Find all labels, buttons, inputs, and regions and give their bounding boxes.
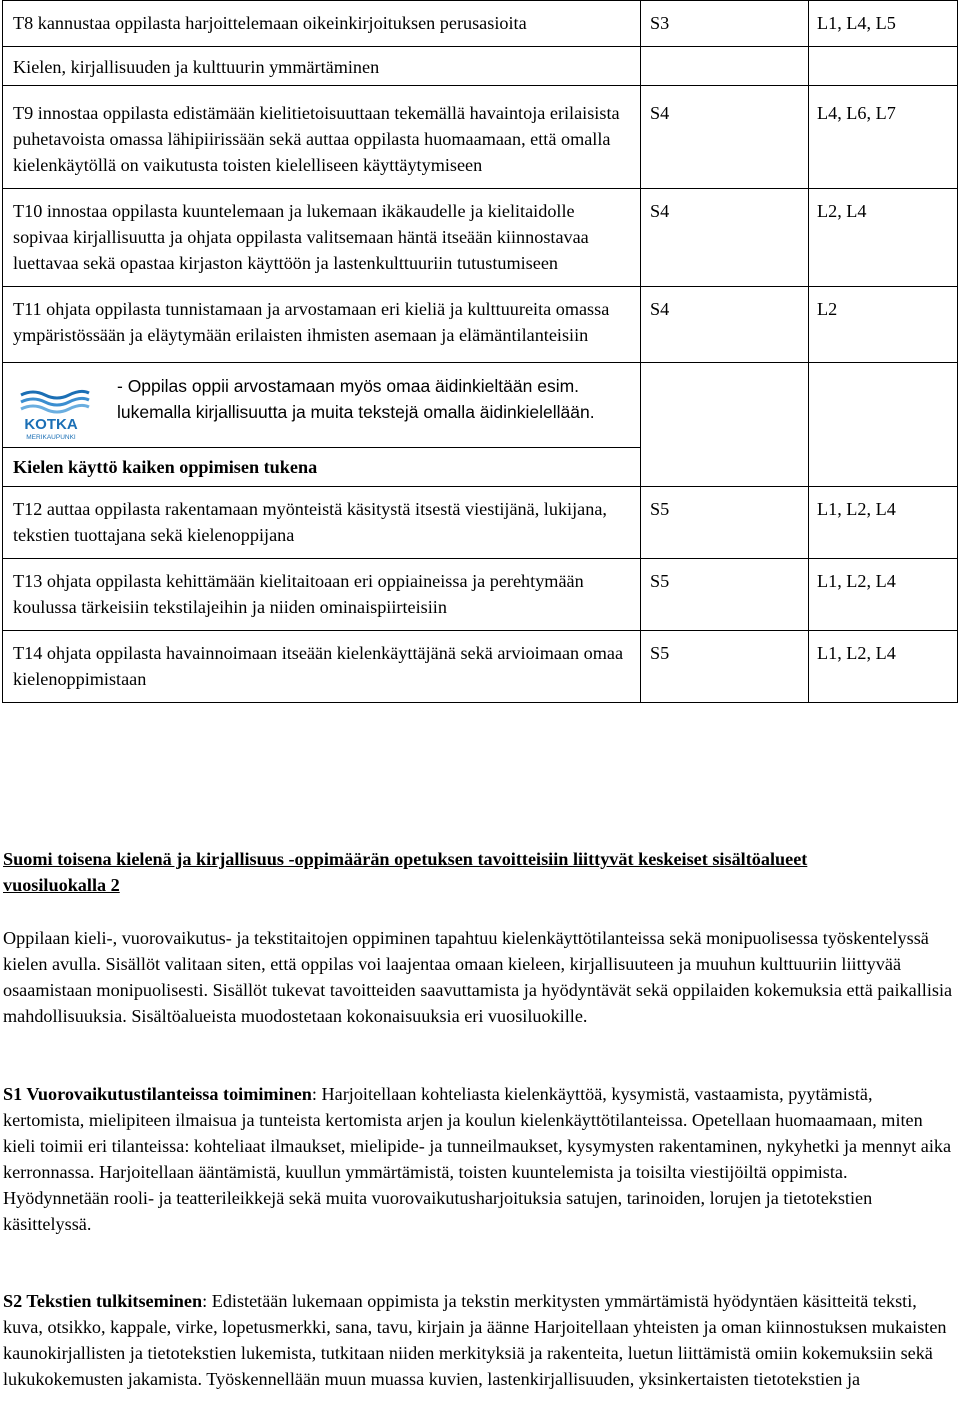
competence-codes: L1, L2, L4 (809, 559, 958, 631)
goal-text: T8 kannustaa oppilasta harjoittelemaan oikeinkirjoituksen perusasioita (3, 1, 641, 47)
competence-codes: L2 (809, 287, 958, 363)
goal-text: T14 ohjata oppilasta havainnoimaan itseään kielenkäyttäjänä sekä arvioimaan omaa kielenoppimistaan (3, 631, 641, 703)
goals-table (2, 0, 958, 703)
goal-text: T9 innostaa oppilasta edistämään kielitietoisuuttaan tekemällä havaintoja erilaisista puhetavoista omassa lähipiirissään sekä auttaa oppilasta huomaamaan, että omalla kielenkäytöllä on vaikutusta toisten kielelliseen käyttäytymiseen (3, 86, 641, 189)
content-area-code: S4 (641, 189, 809, 287)
content-areas-heading: Suomi toisena kielenä ja kirjallisuus -oppimäärän opetuksen tavoitteisiin liittyvät keskeiset sisältöalueet vuosiluokalla 2 (3, 849, 808, 895)
table-row (3, 47, 958, 86)
competence-codes: L4, L6, L7 (809, 86, 958, 189)
section-heading: Kielen, kirjallisuuden ja kulttuurin ymmärtäminen (3, 47, 641, 86)
s2-title: S2 Tekstien tulkitseminen (3, 1291, 203, 1311)
kotka-logo-icon (11, 385, 91, 445)
competence-codes: L1, L2, L4 (809, 631, 958, 703)
table-row (3, 631, 958, 703)
note-text: - Oppilas oppii arvostamaan myös omaa äidinkieltään esim. lukemalla kirjallisuutta ja muita tekstejä omalla äidinkielellään. (117, 376, 595, 422)
content-area-code: S4 (641, 287, 809, 363)
table-row (3, 559, 958, 631)
table-row (3, 487, 958, 559)
s1-text: : Harjoitellaan kohteliasta kielenkäyttöä, kysymistä, vastaamista, pyytämistä, kertomista, mielipiteen ilmaisua ja tunteista kertomista arjen ja koulun kielenkäyttötilanteissa. Opetellaan huomaamaan, miten kieli toimii eri tilanteissa: kohteliaat ilmaukset, mielipide- ja tunneilmaukset, kysymysten rakentaminen, nykyhetki ja mennyt aika kerronnassa. Harjoitellaan ääntämistä, kuullun ymmärtämistä, toisten kuuntelemista ja toisilta viestijöiltä oppimista. Hyödynnetään rooli- ja teatterileikkejä sekä muita vuorovaikutusharjoituksia satujen, tarinoiden, lorujen ja tietotekstien käsittelyssä. (3, 1084, 952, 1234)
table-row (3, 1, 958, 47)
table-row (3, 363, 958, 448)
content-area-code: S5 (641, 559, 809, 631)
intro-paragraph: Oppilaan kieli-, vuorovaikutus- ja tekstitaitojen oppiminen tapahtuu kielenkäyttötilanteissa sekä monipuolisessa työskentelyssä kielen avulla. Sisällöt valitaan siten, että oppilas voi laajentaa omaan kieleen, kirjallisuuteen ja muuhun kulttuuriin liittyvää osaamistaan monipuolisesti. Sisällöt tukevat tavoitteiden saavuttamista ja hyödyntävät sekä oppilaiden kokemuksia että paikallisia mahdollisuuksia. Sisältöalueista muodostetaan kokonaisuuksia eri vuosiluokille. (3, 928, 953, 1026)
content-area-code: S3 (641, 1, 809, 47)
s2-text: : Edistetään lukemaan oppimista ja tekstin merkitysten ymmärtämistä hyödyntäen käsitteitä teksti, kuva, otsikko, kappale, virke, lopetusmerkki, sana, tavu, kirjain ja äänne Harjoitellaan yhteisten ja oman kiinnostuksen mukaisten kaunokirjallisten ja tietotekstien lukemista, tutkitaan niiden merkityksiä ja rakenteita, luetun liittämistä omiin kokemuksiin sekä lukukokemusten jakamista. Työskennellään muun muassa kuvien, lastenkirjallisuuden, yksinkertaisten tietotekstien ja (3, 1291, 947, 1389)
s2-paragraph (3, 1288, 953, 1392)
content-area-code: S5 (641, 631, 809, 703)
table-row (3, 189, 958, 287)
svg-text:MERIKAUPUNKI: MERIKAUPUNKI (26, 434, 76, 441)
competence-codes: L1, L4, L5 (809, 1, 958, 47)
section-heading: Kielen käyttö kaiken oppimisen tukena (3, 448, 641, 487)
goal-text: T12 auttaa oppilasta rakentamaan myönteistä käsitystä itsestä viestijänä, lukijana, tekstien tuottajana sekä kielenoppijana (3, 487, 641, 559)
content-area-code: S4 (641, 86, 809, 189)
competence-codes: L1, L2, L4 (809, 487, 958, 559)
table-row (3, 86, 958, 189)
s1-paragraph (3, 1081, 953, 1237)
svg-text:KOTKA: KOTKA (24, 416, 78, 433)
competence-codes: L2, L4 (809, 189, 958, 287)
table-row (3, 448, 958, 487)
goal-text: T10 innostaa oppilasta kuuntelemaan ja lukemaan ikäkaudelle ja kielitaidolle sopivaa kirjallisuutta ja ohjata oppilasta valitsemaan häntä itseään kiinnostavaa luettavaa sekä opastaa kirjaston käyttöön ja lastenkulttuuriin tutustumiseen (3, 189, 641, 287)
s1-title: S1 Vuorovaikutustilanteissa toimiminen (3, 1084, 312, 1104)
goal-text: T13 ohjata oppilasta kehittämään kielitaitoaan eri oppiaineissa ja perehtymään koulussa tärkeisiin tekstilajeihin ja niiden ominaispiirteisiin (3, 559, 641, 631)
goal-text: T11 ohjata oppilasta tunnistamaan ja arvostamaan eri kieliä ja kulttuureita omassa ympäristössään ja eläytymään erilaisten ihmisten asemaan ja elämäntilanteisiin (3, 287, 641, 363)
content-area-code: S5 (641, 487, 809, 559)
table-row (3, 287, 958, 363)
